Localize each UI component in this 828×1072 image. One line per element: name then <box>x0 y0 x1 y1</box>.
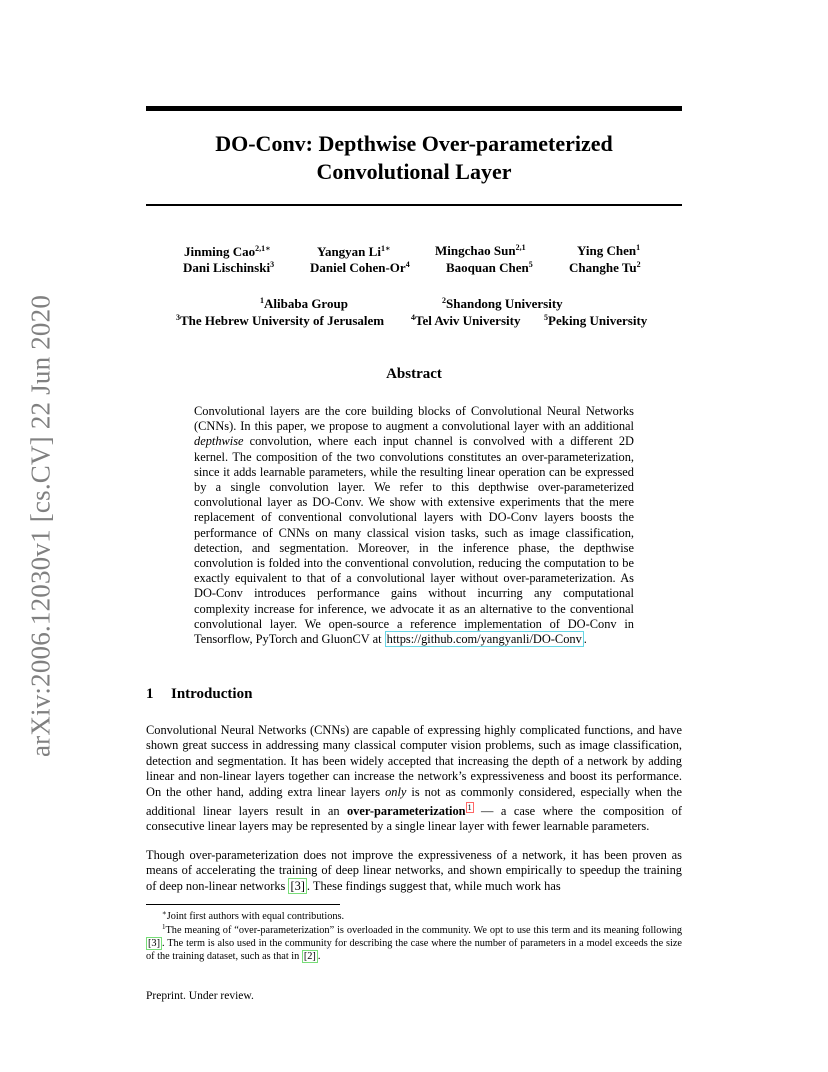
footnote-2: $^1$The meaning of “over-parameterization” is overloaded in the community. We opt to use this term and its meaning following [3] . The term is also used in the community for describing the case where the number of parameters in a model exceeds the size of the training dataset, such as that in [2] . <box>146 923 682 962</box>
intro-paragraph-2: Though over-parameterization does not improve the expressiveness of a network, it has been proven as means of accelerating the training of deep linear networks, and shown empirically to speedup the training of deep non-linear networks [3] . These findings suggest that, while much work has <box>146 848 682 893</box>
footnote-ref[interactable]: 1 <box>467 803 472 813</box>
author: Changhe Tu$^2$ <box>569 260 641 275</box>
abstract-body: Convolutional layers are the core building blocks of Convolutional Neural Networks (CNNs). In this paper, we propose to augment a convolutional layer with an additional depthwise convolution, where each input channel is convolved with a different 2D kernel. The composition of the two convolutions constitutes an over-parameterization, since it adds learnable parameters, while the resulting linear operation can be expressed by a single convolution layer. We refer to this depthwise over-parameterized convolutional layer as DO-Conv. We show with extensive experiments that the mere replacement of conventional convolutional layers with DO-Conv layers boosts the performance of CNNs on many classical vision tasks, such as image classification, detection, and segmentation. Moreover, in the inference phase, the depthwise convolution is folded into the conventional convolution, reducing the computation to be exactly equivalent to that of a convolutional layer without over-parameterization. As DO-Conv introduces performance gains without incurring any computational complexity increase for inference, we advocate it as an alternative to the conventional convolutional layer. We open-source a reference implementation of DO-Conv in Tensorflow, PyTorch and GluonCV at https://github.com/yangyanli/DO-Conv . <box>194 404 634 647</box>
affiliation: $^1$Alibaba Group <box>260 296 348 311</box>
citation-link[interactable]: [3] <box>148 938 161 949</box>
footnote-1: ∗Joint first authors with equal contributions. <box>162 909 345 922</box>
section-number: 1 <box>146 686 154 702</box>
paper-title <box>146 130 682 186</box>
title-line-2: Convolutional Layer <box>316 159 512 184</box>
author: Baoquan Chen$^5$ <box>446 260 533 275</box>
preprint-footer: Preprint. Under review. <box>146 990 254 1002</box>
abstract-heading: Abstract <box>386 366 442 382</box>
section-title: Introduction <box>171 686 253 702</box>
author: Ying Chen$^1$ <box>577 243 641 258</box>
citation-link[interactable]: [2] <box>303 951 316 962</box>
arxiv-identifier: arXiv:2006.12030v1 [cs.CV] 22 Jun 2020 <box>25 294 56 758</box>
author: Jinming Cao$^{2,1∗}$ <box>184 244 271 259</box>
author: Daniel Cohen-Or$^4$ <box>310 260 410 275</box>
affiliation: $^2$Shandong University <box>442 296 563 311</box>
affiliation: $^5$Peking University <box>544 313 648 328</box>
section-heading <box>146 686 252 703</box>
author: Yangyan $Li^{1∗}$ <box>317 244 391 259</box>
citation-link[interactable]: [3] <box>290 878 305 893</box>
title-top-rule <box>146 106 682 111</box>
affiliation: $^4$Tel Aviv University <box>411 313 521 328</box>
footnote-rule <box>146 904 340 905</box>
affiliation: $^3$The Hebrew University of Jerusalem <box>176 313 385 328</box>
author: Dani Lischinski$^3$ <box>183 260 275 275</box>
title-bottom-rule <box>146 204 682 206</box>
github-link[interactable]: https://github.com/yangyanli/DO-Conv <box>386 632 582 647</box>
author: Mingchao Sun$^{2,1}$ <box>435 243 526 258</box>
title-line-1: DO-Conv: Depthwise Over-parameterized <box>215 131 613 156</box>
intro-paragraph-1: Convolutional Neural Networks (CNNs) are capable of expressing highly complicated functions, and have shown great success in addressing many classical computer vision problems, such as image classification, detection and segmentation. It has been widely accepted that increasing the depth of a network by adding linear and non-linear layers together can increase the network’s expressiveness and boost its performance. On the other hand, adding extra linear layers only is not as commonly considered, especially when the additional linear layers result in an over-parameterization $^1$ — a case where the composition of consecutive linear layers may be represented by a single linear layer with fewer learnable parameters. <box>146 723 682 834</box>
